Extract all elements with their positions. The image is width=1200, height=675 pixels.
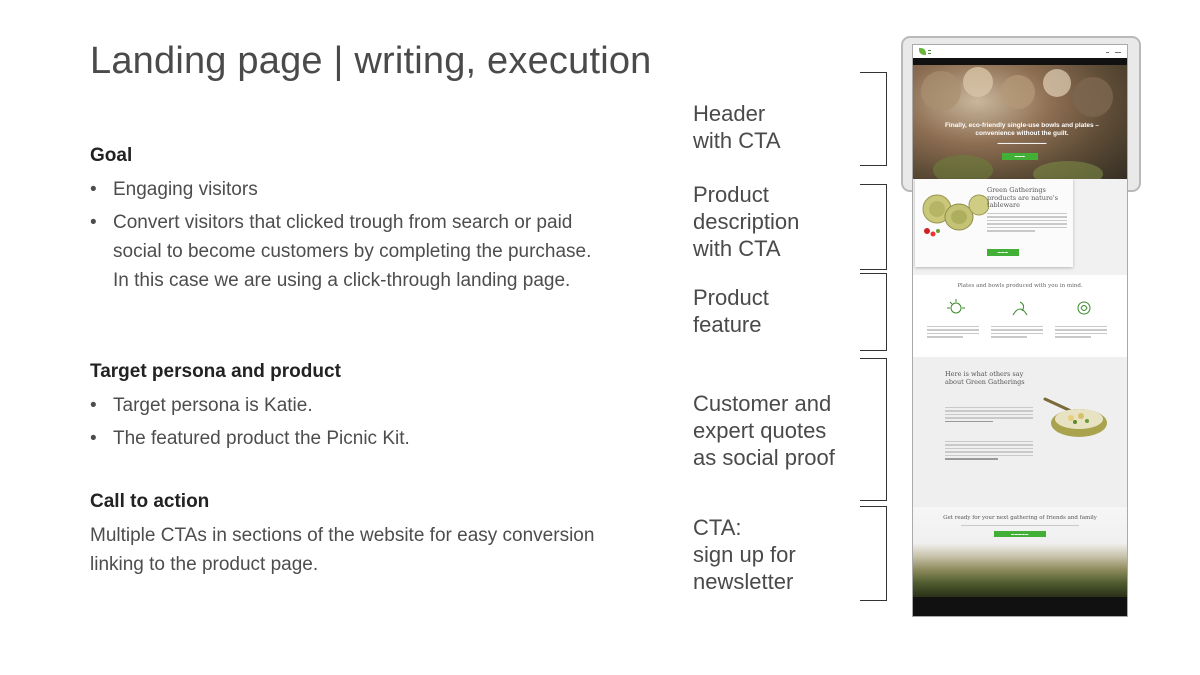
slide-title: Landing page | writing, execution [90, 40, 652, 82]
leaf-icon [919, 48, 926, 55]
mockup-nav [913, 45, 1127, 58]
bracket-header [860, 72, 887, 166]
recycle-leaf-icon [1055, 299, 1113, 317]
mockup-newsletter-button[interactable]: ▬▬▬▬▬ [994, 531, 1046, 537]
hand-leaf-icon [991, 299, 1049, 317]
mockup-quotes-section [913, 357, 1127, 507]
mockup-quote-one [945, 407, 1033, 424]
mockup-newsletter-section [913, 507, 1127, 597]
mockup-notice-strip [913, 58, 1127, 65]
goal-bullet: • Convert visitors that clicked trough from search or paid social to become customers by completing the purchase. In this case we are using a click-through landing page. [90, 208, 595, 295]
goal-heading: Goal [90, 145, 133, 166]
cta-text: Multiple CTAs in sections of the website for easy conversion linking to the product page. [90, 525, 595, 575]
persona-bullet: • Target persona is Katie. [90, 391, 595, 420]
label-social-proof: Customer and expert quotes as social proof [693, 391, 835, 470]
mockup-feature [1055, 299, 1113, 340]
cta-section [90, 491, 595, 579]
persona-section [90, 361, 595, 457]
label-product-description: Product description with CTA [693, 182, 800, 261]
mockup-nav-links: ▬ ▬▬ [1106, 49, 1121, 54]
bracket-quotes [860, 358, 887, 501]
mockup-product-title: Green Gatherings products are nature's tableware [987, 186, 1059, 209]
mockup-feature [991, 299, 1049, 340]
palm-plates-image [919, 187, 989, 247]
label-product-feature: Product feature [693, 285, 769, 337]
mockup-hero-cta-button[interactable]: ▬▬▬ [1002, 153, 1038, 160]
mockup-footer [913, 597, 1127, 616]
bracket-product [860, 184, 887, 270]
goal-section [90, 145, 595, 299]
bracket-feature [860, 273, 887, 351]
mockup-product-card [915, 179, 1073, 267]
persona-bullet: • The featured product the Picnic Kit. [90, 424, 595, 453]
mockup-quote-two [945, 441, 1033, 462]
mockup-hero [913, 65, 1127, 187]
label-newsletter-cta: CTA: sign up for newsletter [693, 515, 796, 594]
mockup-newsletter-title: Get ready for your next gathering of friends and family [943, 515, 1097, 521]
mockup-features-title: Plates and bowls produced with you in mind. [957, 283, 1083, 289]
mockup-product-text [987, 213, 1067, 234]
bowl-image [1041, 385, 1111, 445]
goal-bullets [90, 175, 595, 295]
mockup-quotes-title: Here is what others say about Green Gatherings [945, 370, 1025, 386]
mockup-logo [919, 48, 931, 55]
persona-heading: Target persona and product [90, 361, 341, 382]
mockup-hero-title: Finally, eco-friendly single-use bowls and plates – convenience without the guilt. [944, 122, 1100, 137]
goal-bullet: • Engaging visitors [90, 175, 595, 204]
bracket-newsletter [860, 506, 887, 601]
mockup-product-cta-button[interactable]: ▬▬▬ [987, 249, 1019, 256]
landing-page-mockup [912, 44, 1128, 617]
persona-bullets [90, 391, 595, 453]
mockup-newsletter-text [961, 525, 1079, 528]
mockup-hero-subtitle: ▬▬▬▬▬▬▬▬▬▬▬▬▬▬ [997, 141, 1047, 145]
mockup-feature [927, 299, 985, 340]
mockup-product-section [913, 179, 1127, 275]
cta-heading: Call to action [90, 491, 210, 512]
sun-leaf-icon [927, 299, 985, 317]
mockup-logo-text: ▬ ▬ [928, 47, 931, 55]
label-header-cta: Header with CTA [693, 101, 781, 153]
mockup-features-section [913, 277, 1127, 357]
